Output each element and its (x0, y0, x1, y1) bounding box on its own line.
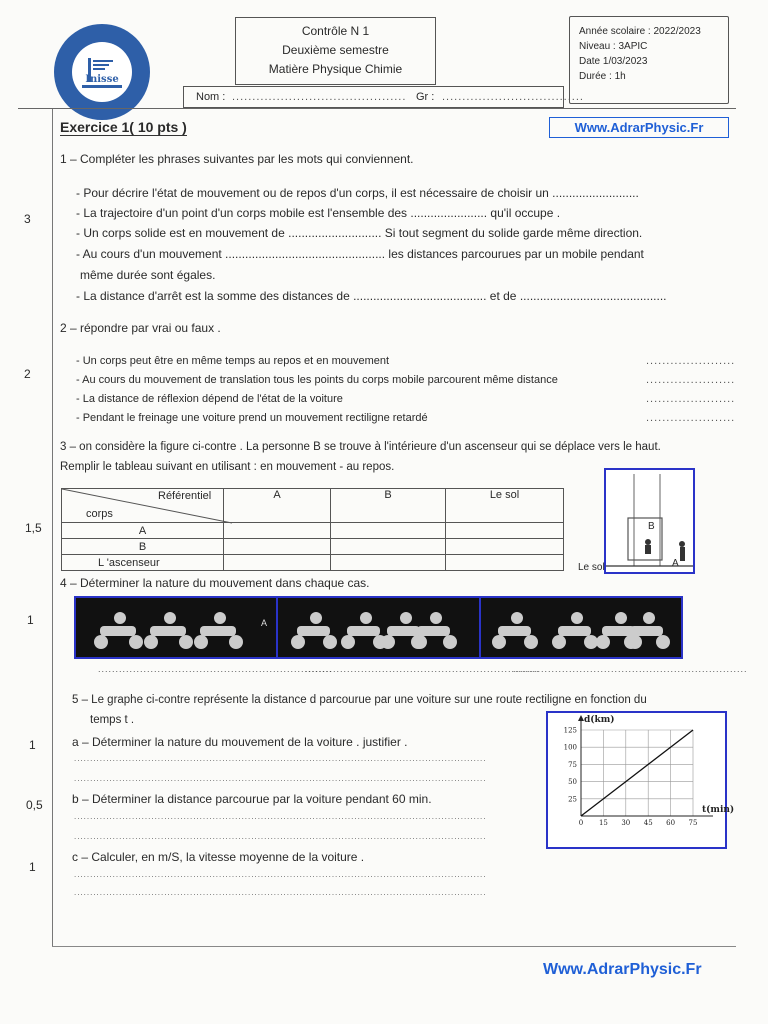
points-q3: 1,5 (25, 521, 42, 535)
motorbike-photo-1 (76, 598, 278, 657)
q2-statement-1: - Un corps peut être en même temps au repos et en mouvement (76, 355, 390, 367)
reference-table (61, 488, 564, 571)
points-q2: 2 (24, 367, 31, 381)
q2-answers (646, 352, 735, 428)
exam-title-box (235, 17, 436, 85)
motorbike-photo-3 (481, 598, 681, 657)
q1-line-4: - Au cours d'un mouvement ................................................ les distances parcourues par un mobile pendant (76, 247, 644, 261)
q2-title: 2 – répondre par vrai ou faux . (60, 321, 221, 335)
figure-label-b: B (648, 521, 655, 532)
cell-a-b[interactable] (331, 523, 446, 539)
cell-b-a[interactable] (224, 539, 331, 555)
frame-letter-1: A (261, 618, 268, 628)
exam-date: Date 1/03/2023 (579, 56, 648, 67)
student-info-bar (183, 86, 584, 108)
q5a-answer-1[interactable]: ................................................................................................................................ (74, 754, 487, 763)
points-q5c: 1 (29, 860, 36, 874)
q3-line-1: 3 – on considère la figure ci-contre . La personne B se trouve à l'intérieure d'un ascenseur qui se déplace vers le haut. (60, 441, 661, 453)
q2-statement-2: - Au cours du mouvement de translation tous les points du corps mobile parcourent même distance (76, 374, 558, 386)
q5-line-2: temps t . (90, 714, 135, 726)
x-tick-label: 45 (643, 819, 653, 827)
y-tick-label: 25 (568, 795, 577, 804)
q3-line-2: Remplir le tableau suivant en utilisant : en mouvement - au repos. (60, 461, 395, 473)
q5b-question: b – Déterminer la distance parcourue par la voiture pendant 60 min. (72, 792, 432, 806)
col-header-b: B (331, 489, 446, 523)
points-column-divider (52, 109, 53, 947)
y-tick-label: 125 (563, 726, 577, 735)
y-tick-label: 75 (568, 760, 577, 769)
q4-answer-3[interactable]: ................................................................... (513, 664, 748, 674)
chart-svg (548, 713, 735, 847)
x-tick-label: 15 (598, 819, 608, 827)
gr-field[interactable]: ................................... (442, 91, 584, 103)
y-axis-label: d(km) (584, 715, 615, 725)
cell-a-sol[interactable] (446, 523, 564, 539)
cell-b-sol[interactable] (446, 539, 564, 555)
cell-asc-b[interactable] (331, 555, 446, 571)
table-row (62, 555, 564, 571)
points-q5a: 1 (29, 738, 36, 752)
q1-line-4b: même durée sont égales. (80, 268, 216, 282)
duration: Durée : 1h (579, 71, 626, 82)
q5c-answer-1[interactable]: ................................................................................................................................ (74, 870, 487, 879)
q2-answer-3[interactable]: ...................... (646, 393, 736, 405)
y-tick-label: 100 (563, 743, 577, 752)
header-divider (18, 108, 736, 109)
q1-line-1: - Pour décrire l'état de mouvement ou de repos d'un corps, il est nécessaire de choisir un .......................... (76, 186, 639, 200)
distance-time-chart (546, 711, 735, 849)
x-tick-label: 60 (666, 819, 676, 827)
q2-answer-2[interactable]: ...................... (646, 374, 736, 386)
row-label-b: B (62, 539, 224, 555)
motorbike-photo-2 (278, 598, 480, 657)
school-logo (52, 22, 152, 122)
exam-semester: Deuxième semestre (282, 43, 389, 57)
q5c-answer-2[interactable]: ................................................................................................................................ (74, 888, 487, 897)
table-corner-cell (62, 489, 224, 523)
exam-subject: Matière Physique Chimie (268, 62, 403, 76)
q2-statement-3: - La distance de réflexion dépend de l'état de la voiture (76, 393, 343, 405)
q4-title: 4 – Déterminer la nature du mouvement dans chaque cas. (60, 576, 370, 590)
q1-line-5: - La distance d'arrêt est la somme des distances de ........................................ et de ............................................ (76, 289, 667, 303)
points-q4: 1 (27, 613, 34, 627)
points-q5b: 0,5 (26, 798, 43, 812)
table-row (62, 539, 564, 555)
q5b-answer-1[interactable]: ................................................................................................................................ (74, 812, 487, 821)
info-box (569, 16, 729, 104)
points-q1: 3 (24, 212, 31, 226)
logo-word: Inisse (85, 74, 119, 85)
q1-line-2: - La trajectoire d'un point d'un corps mobile est l'ensemble des ....................... qu'il occupe . (76, 206, 561, 220)
x-axis-label: t(min) (702, 805, 735, 815)
q4-answer-2[interactable]: ................................................................... (305, 664, 540, 674)
level: Niveau : 3APIC (579, 41, 648, 52)
q5c-question: c – Calculer, en m/S, la vitesse moyenne de la voiture . (72, 850, 365, 864)
q2-answer-4[interactable]: ...................... (646, 412, 736, 424)
table-row (62, 523, 564, 539)
bottom-divider (52, 946, 736, 947)
q2-statement-4: - Pendant le freinage une voiture prend un mouvement rectiligne retardé (76, 412, 428, 424)
q1-title: 1 – Compléter les phrases suivantes par les mots qui conviennent. (60, 152, 414, 166)
q2-statements (76, 352, 558, 428)
q1-line-3: - Un corps solide est en mouvement de ............................ Si tout segment du solide garde même direction. (76, 226, 643, 240)
cell-b-b[interactable] (331, 539, 446, 555)
x-tick-label: 75 (688, 819, 698, 827)
col-header-sol: Le sol (446, 489, 564, 523)
cell-a-a[interactable] (224, 523, 331, 539)
nom-field[interactable]: ........................................... (232, 91, 407, 103)
q5a-question: a – Déterminer la nature du mouvement de la voiture . justifier . (72, 735, 408, 749)
cell-asc-sol[interactable] (446, 555, 564, 571)
y-tick-label: 50 (568, 778, 577, 787)
gr-label: Gr : (416, 91, 435, 103)
q5-line-1: 5 – Le graphe ci-contre représente la distance d parcourue par une voiture sur une route rectiligne en fonction du (72, 694, 647, 706)
school-year: Année scolaire : 2022/2023 (579, 26, 701, 37)
exam-title: Contrôle N 1 (301, 24, 370, 38)
series-line (581, 730, 693, 816)
q5a-answer-2[interactable]: ................................................................................................................................ (74, 774, 487, 783)
cell-asc-a[interactable] (224, 555, 331, 571)
q2-answer-1[interactable]: ...................... (646, 355, 736, 367)
nom-label: Nom : (196, 91, 226, 103)
exercise-title: Exercice 1( 10 pts ) (60, 119, 187, 135)
corps-header: corps (86, 508, 113, 520)
q4-answer-1[interactable]: ................................................................... (98, 664, 333, 674)
website-link-footer[interactable]: Www.AdrarPhysic.Fr (543, 961, 702, 978)
x-tick-label: 0 (578, 819, 584, 827)
x-tick-label: 30 (621, 819, 631, 827)
q5b-answer-2[interactable]: ................................................................................................................................ (74, 832, 487, 841)
figure-label-sol: Le sol (578, 562, 605, 573)
elevator-figure (604, 468, 695, 574)
col-header-a: A (224, 489, 331, 523)
figure-label-a: A (672, 558, 679, 569)
row-label-ascenseur: L 'ascenseur (62, 555, 224, 571)
row-label-a: A (62, 523, 224, 539)
ref-header: Référentiel (158, 490, 212, 502)
website-link-top[interactable]: Www.AdrarPhysic.Fr (549, 117, 729, 138)
motorbike-photos (74, 596, 683, 659)
